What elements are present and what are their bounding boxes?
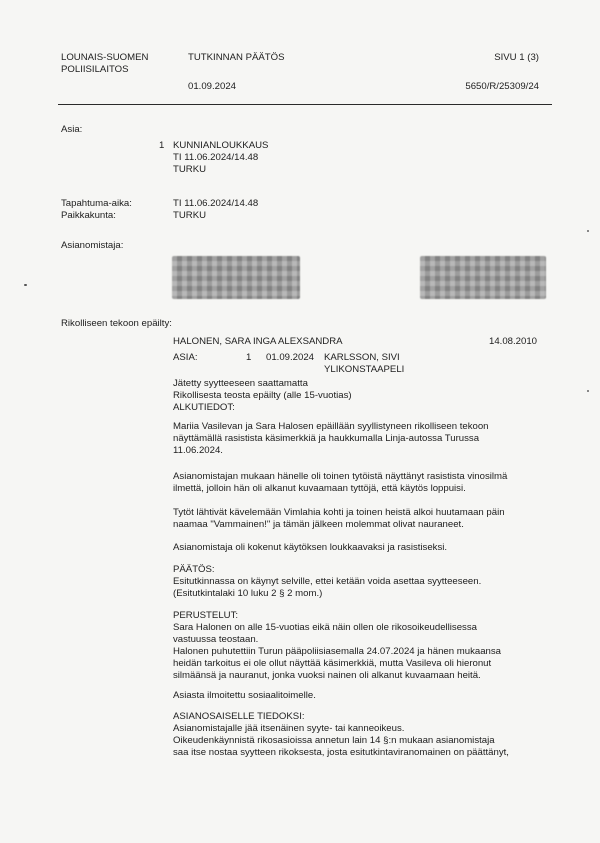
alkutiedot-p1-line2: näyttämällä rasistista käsimerkkiä ja haukkumalla Linja-autossa Turussa — [173, 433, 480, 444]
suspect-asia-date: 01.09.2024 — [266, 352, 315, 363]
alkutiedot-p4: Asianomistaja oli kokenut käytöksen loukkaavaksi ja rasistiseksi. — [173, 542, 448, 553]
scan-speck — [587, 390, 589, 392]
label-asia: Asia: — [61, 124, 83, 135]
scan-speck — [24, 284, 27, 286]
suspect-name: HALONEN, SARA INGA ALEXSANDRA — [173, 336, 343, 347]
suspect-status-line2: Rikollisesta teosta epäilty (alle 15-vuotias) — [173, 390, 352, 401]
paatos-line2: (Esitutkintalaki 10 luku 2 § 2 mom.) — [173, 588, 323, 599]
case-id: 5650/R/25309/24 — [465, 81, 539, 92]
alkutiedot-p3-line2: naamaa "Vammainen!" ja tämän jälkeen molemmat olivat nauraneet. — [173, 519, 464, 530]
paatos-line1: Esitutkinnassa on käynyt selville, ettei ketään voida asettaa syytteeseen. — [173, 576, 482, 587]
org-name-line1: LOUNAIS-SUOMEN — [61, 52, 149, 63]
document-title: TUTKINNAN PÄÄTÖS — [188, 52, 285, 63]
officer-name: KARLSSON, SIVI — [324, 352, 400, 363]
tiedoksi-line1: Asianomistajalle jää itsenäinen syyte- tai kanneoikeus. — [173, 723, 405, 734]
alkutiedot-p2-line2: ilmettä, jolloin hän oli alkanut kuvaamaan tyttöjä, että käytös loppuisi. — [173, 483, 466, 494]
label-tapahtuma-aika: Tapahtuma-aika: — [61, 198, 132, 209]
perustelut-line1: Sara Halonen on alle 15-vuotias eikä näin ollen ole rikosoikeudellisessa — [173, 622, 477, 633]
redacted-complainant-name — [172, 256, 300, 299]
suspect-birth-date: 14.08.2010 — [488, 336, 537, 347]
alkutiedot-p1-line3: 11.06.2024. — [173, 445, 223, 456]
perustelut-line5: silmäänsä ja nauranut, jonka vuoksi nainen oli alkanut kuvaamaan heitä. — [173, 670, 481, 681]
scan-speck — [587, 230, 589, 232]
suspect-asia-label: ASIA: — [173, 352, 198, 363]
perustelut-p2: Asiasta ilmoitettu sosiaalitoimelle. — [173, 690, 316, 701]
tiedoksi-line3: saa itse nostaa syytteen rikoksesta, josta esitutkintaviranomainen on päättänyt, — [173, 747, 509, 758]
alkutiedot-p1-line1: Mariia Vasilevan ja Sara Halosen epäillään syyllistyneen rikolliseen tekoon — [173, 421, 489, 432]
paatos-heading: PÄÄTÖS: — [173, 564, 215, 575]
perustelut-line4: heidän tarkoitus ei ole ollut näyttää käsimerkkiä, mutta Vasileva oli hieronut — [173, 658, 492, 669]
perustelut-line3: Halonen puhutettiin Turun pääpoliisiasemalla 24.07.2024 ja hänen mukaansa — [173, 646, 502, 657]
tiedoksi-line2: Oikeudenkäynnistä rikosasioissa annetun lain 14 §:n mukaan asianomistaja — [173, 735, 495, 746]
perustelut-heading: PERUSTELUT: — [173, 610, 239, 621]
alkutiedot-p3-line1: Tytöt lähtivät kävelemään Vimlahia kohti ja toinen heistä alkoi huutamaan päin — [173, 507, 505, 518]
label-epailty: Rikolliseen tekoon epäilty: — [61, 318, 172, 329]
tiedoksi-heading: ASIANOSAISELLE TIEDOKSI: — [173, 711, 305, 722]
suspect-status-line1: Jätetty syytteeseen saattamatta — [173, 378, 308, 389]
event-datetime: TI 11.06.2024/14.48 — [173, 198, 259, 209]
alkutiedot-p2-line1: Asianomistajan mukaan hänelle oli toinen tytöistä näyttänyt rasistista vinosilmä — [173, 471, 508, 482]
event-place: TURKU — [173, 210, 207, 221]
asia-datetime: TI 11.06.2024/14.48 — [173, 152, 259, 163]
officer-title: YLIKONSTAAPELI — [324, 364, 405, 375]
suspect-asia-number: 1 — [246, 352, 252, 363]
label-paikkakunta: Paikkakunta: — [61, 210, 116, 221]
asia-number: 1 — [159, 140, 165, 151]
perustelut-line2: vastuussa teostaan. — [173, 634, 259, 645]
page-number: SIVU 1 (3) — [494, 52, 539, 63]
document-date: 01.09.2024 — [188, 81, 237, 92]
redacted-complainant-details — [420, 256, 546, 299]
asia-offence: KUNNIANLOUKKAUS — [173, 140, 269, 151]
alkutiedot-heading: ALKUTIEDOT: — [173, 402, 235, 413]
org-name-line2: POLIISILAITOS — [61, 64, 129, 75]
label-asianomistaja: Asianomistaja: — [61, 240, 124, 251]
header-divider — [58, 104, 552, 105]
asia-place: TURKU — [173, 164, 207, 175]
